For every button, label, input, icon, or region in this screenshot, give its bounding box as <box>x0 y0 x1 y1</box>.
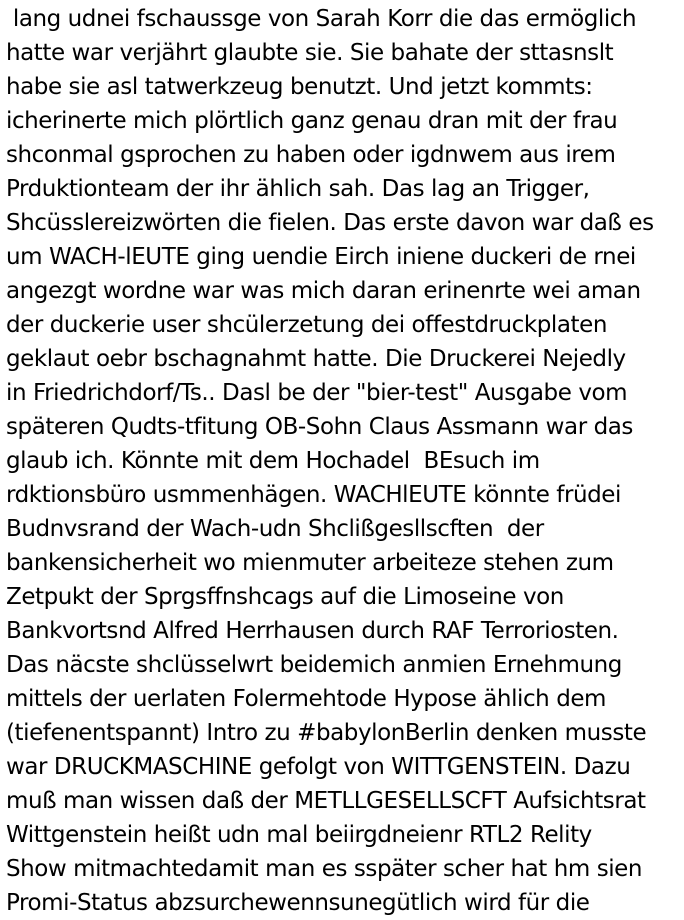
text-line: späteren Qudts-tfitung OB-Sohn Claus Assmann war das <box>6 414 633 440</box>
text-line: Promi-Status abzsurchewennsunegütlich wird für die <box>6 890 590 916</box>
text-line: habe sie asl tatwerkzeug benutzt. Und jetzt kommts: <box>6 74 593 100</box>
text-line: Wittgenstein heißt udn mal beiirgdneienr RTL2 Relity <box>6 822 592 848</box>
text-line: Prduktionteam der ihr ählich sah. Das lag an Trigger, <box>6 176 590 202</box>
text-line: shconmal gsprochen zu haben oder igdnwem aus irem <box>6 142 616 168</box>
text-line: geklaut oebr bschagnahmt hatte. Die Druckerei Nejedly <box>6 346 626 372</box>
text-line: Das näcste shclüsselwrt beidemich anmien Ernehmung <box>6 652 622 678</box>
text-line: rdktionsbüro usmmenhägen. WACHlEUTE könnte früdei <box>6 482 621 508</box>
text-line: mittels der uerlaten Folermehtode Hypose ählich dem <box>6 686 607 712</box>
text-line: Show mitmachtedamit man es sspäter scher hat hm sien <box>6 856 643 882</box>
text-line: Zetpukt der Sprgsffnshcags auf die Limoseine von <box>6 584 564 610</box>
text-line: um WACH-lEUTE ging uendie Eirch iniene duckeri de rnei <box>6 244 636 270</box>
text-line: bankensicherheit wo mienmuter arbeiteze stehen zum <box>6 550 614 576</box>
text-line: lang udnei fschaussge von Sarah Korr die das ermöglich <box>6 6 637 32</box>
text-line: glaub ich. Könnte mit dem Hochadel BEsuch im <box>6 448 540 474</box>
document-page <box>6 2 684 920</box>
text-line: war DRUCKMASCHINE gefolgt von WITTGENSTEIN. Dazu <box>6 754 631 780</box>
text-line: angezgt wordne war was mich daran erinenrte wei aman <box>6 278 641 304</box>
text-line: der duckerie user shcülerzetung dei offestdruckplaten <box>6 312 607 338</box>
text-line: muß man wissen daß der METLLGESELLSCFT Aufsichtsrat <box>6 788 646 814</box>
text-line: icherinerte mich plörtlich ganz genau dran mit der frau <box>6 108 618 134</box>
text-line: in Friedrichdorf/Ts.. Dasl be der "bier-test" Ausgabe vom <box>6 380 628 406</box>
text-line: hatte war verjährt glaubte sie. Sie bahate der sttasnslt <box>6 40 614 66</box>
text-line: Shcüsslereizwörten die fielen. Das erste davon war daß es <box>6 210 654 236</box>
text-line: Budnvsrand der Wach-udn Shclißgesllscften der <box>6 516 544 542</box>
text-line: Bankvortsnd Alfred Herrhausen durch RAF Terroriosten. <box>6 618 619 644</box>
text-line: (tiefenentspannt) Intro zu #babylonBerlin denken musste <box>6 720 647 746</box>
